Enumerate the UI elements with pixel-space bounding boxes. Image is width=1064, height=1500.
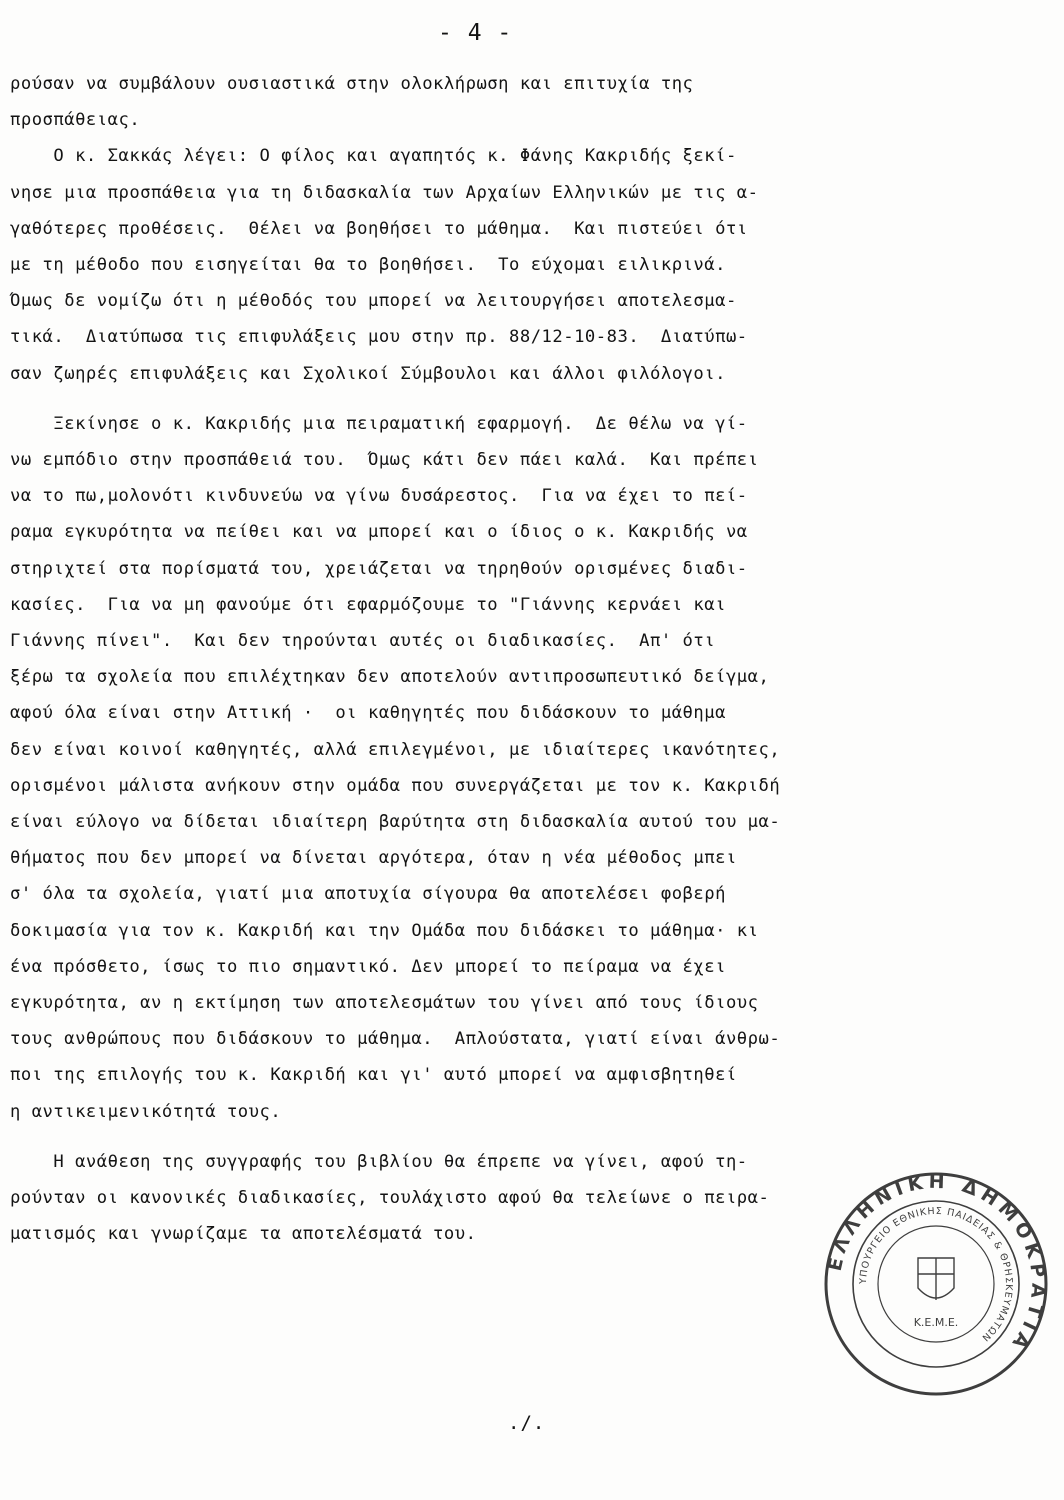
text-line: τους ανθρώπους που διδάσκουν το μάθημα. Απλούστατα, γιατί είναι άνθρω- <box>10 1029 781 1050</box>
text-line: να το πω,μολονότι κινδυνεύω να γίνω δυσάρεστος. Για να έχει το πεί- <box>10 486 748 507</box>
stamp-outer-text: ΕΛΛΗΝΙΚΗ ΔΗΜΟΚΡΑΤΙΑ <box>823 1170 1050 1357</box>
typed-body-text <box>10 66 1054 1253</box>
stamp-center-text: Κ.Ε.Μ.Ε. <box>913 1316 959 1329</box>
paragraph-gap <box>10 1130 1054 1144</box>
text-line: σ' όλα τα σχολεία, γιατί μια αποτυχία σίγουρα θα αποτελέσει φοβερή <box>10 884 726 905</box>
text-line: σαν ζωηρές επιφυλάξεις και Σχολικοί Σύμβουλοι και άλλοι φιλόλογοι. <box>10 363 726 384</box>
text-line: κασίες. Για να μη φανούμε ότι εφαρμόζουμε το "Γιάννης κερνάει και <box>10 594 726 615</box>
page-number: - 4 - <box>438 20 513 46</box>
text-line: τικά. Διατύπωσα τις επιφυλάξεις μου στην πρ. 88/12-10-83. Διατύπω- <box>10 327 748 348</box>
text-line: ρούνταν οι κανονικές διαδικασίες, τουλάχιστο αφού θα τελείωνε ο πειρα- <box>10 1188 770 1209</box>
text-line: Γιάννης πίνει". Και δεν τηρούνται αυτές οι διαδικασίες. Απ' ότι <box>10 631 716 652</box>
text-line: Όμως δε νομίζω ότι η μέθοδός του μπορεί να λειτουργήσει αποτελεσμα- <box>10 291 737 312</box>
text-line: ραμα εγκυρότητα να πείθει και να μπορεί και ο ίδιος ο κ. Κακριδής να <box>10 522 748 543</box>
text-line: νησε μια προσπάθεια για τη διδασκαλία των Αρχαίων Ελληνικών με τις α- <box>10 182 759 203</box>
text-line: ένα πρόσθετο, ίσως το πιο σημαντικό. Δεν μπορεί το πείραμα να έχει <box>10 956 726 977</box>
text-line: η αντικειμενικότητά τους. <box>10 1101 282 1122</box>
text-line: στηριχτεί στα πορίσματά του, χρειάζεται να τηρηθούν ορισμένες διαδι- <box>10 558 748 579</box>
official-stamp-seal <box>818 1166 1054 1402</box>
text-line: εγκυρότητα, αν η εκτίμηση των αποτελεσμάτων του γίνει από τους ίδιους <box>10 993 759 1014</box>
text-line: θήματος που δεν μπορεί να δίνεται αργότερα, όταν η νέα μέθοδος μπει <box>10 848 737 869</box>
text-line: Ο κ. Σακκάς λέγει: Ο φίλος και αγαπητός κ. Φάνης Κακριδής ξεκί- <box>10 146 737 167</box>
text-line: είναι εύλογο να δίδεται ιδιαίτερη βαρύτητα στη διδασκαλία αυτού του μα- <box>10 812 781 833</box>
stamp-inner-text: ΥΠΟΥΡΓΕΙΟ ΕΘΝΙΚΗΣ ΠΑΙΔΕΙΑΣ & ΘΡΗΣΚΕΥΜΑΤΩΝ <box>857 1205 1015 1344</box>
text-line: ποι της επιλογής του κ. Κακριδή και γι' αυτό μπορεί να αμφισβητηθεί <box>10 1065 737 1086</box>
text-line: δεν είναι κοινοί καθηγητές, αλλά επιλεγμένοι, με ιδιαίτερες ικανότητες, <box>10 739 781 760</box>
text-line: ματισμός και γνωρίζαμε τα αποτελέσματά του. <box>10 1224 477 1245</box>
text-line: νω εμπόδιο στην προσπάθειά του. Όμως κάτι δεν πάει καλά. Και πρέπει <box>10 450 759 471</box>
text-line: ξέρω τα σχολεία που επιλέχτηκαν δεν αποτελούν αντιπροσωπευτικό δείγμα, <box>10 667 770 688</box>
text-line: ορισμένοι μάλιστα ανήκουν στην ομάδα που συνεργάζεται με τον κ. Κακριδή <box>10 775 781 796</box>
text-line: Η ανάθεση της συγγραφής του βιβλίου θα έπρεπε να γίνει, αφού τη- <box>10 1151 748 1172</box>
stamp-emblem <box>918 1258 954 1300</box>
text-line: προσπάθειας. <box>10 110 141 131</box>
text-line: με τη μέθοδο που εισηγείται θα το βοηθήσει. Το εύχομαι ειλικρινά. <box>10 255 726 276</box>
paragraph-gap <box>10 392 1054 406</box>
text-line: δοκιμασία για τον κ. Κακριδή και την Ομάδα που διδάσκει το μάθημα· κι <box>10 920 759 941</box>
text-line: Ξεκίνησε ο κ. Κακριδής μια πειραματική εφαρμογή. Δε θέλω να γί- <box>10 413 748 434</box>
text-line: γαθότερες προθέσεις. Θέλει να βοηθήσει το μάθημα. Και πιστεύει ότι <box>10 218 748 239</box>
continuation-mark: ./. <box>508 1412 546 1434</box>
text-line: ρούσαν να συμβάλουν ουσιαστικά στην ολοκλήρωση και επιτυχία της <box>10 74 694 94</box>
text-line: αφού όλα είναι στην Αττική · οι καθηγητές που διδάσκουν το μάθημα <box>10 703 726 724</box>
